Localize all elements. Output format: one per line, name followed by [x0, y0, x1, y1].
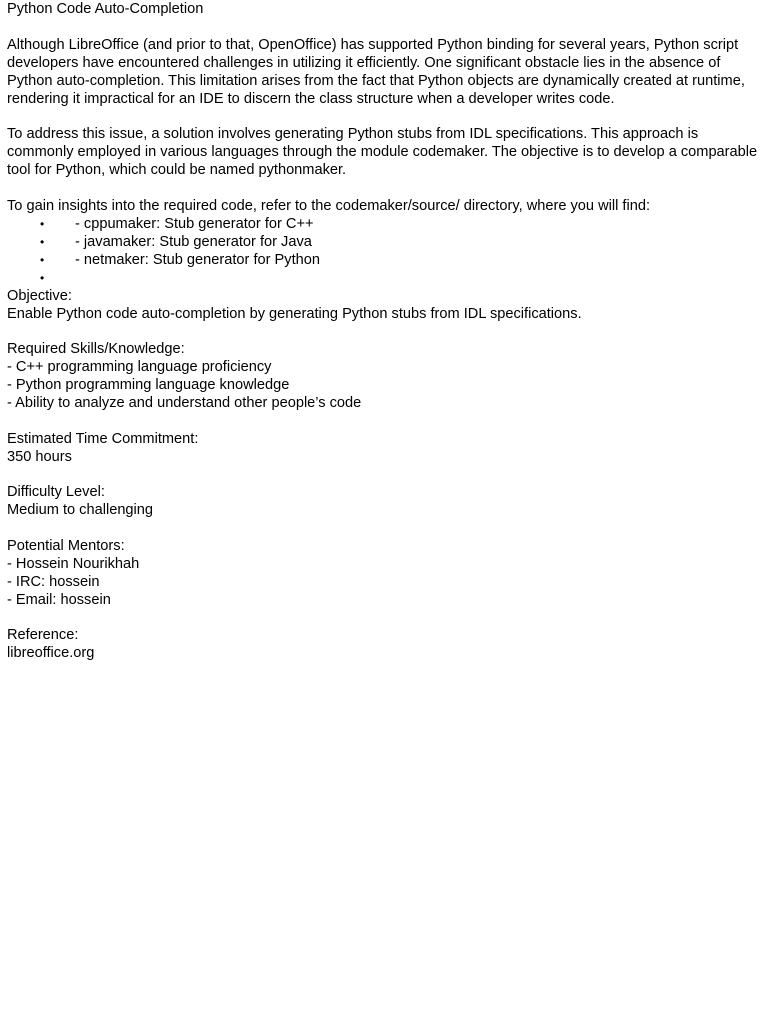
mentor-item: - Email: hossein [7, 591, 111, 608]
time-heading: Estimated Time Commitment: [7, 430, 199, 447]
document-body [7, 0, 763, 662]
list-item-text: - javamaker: Stub generator for Java [75, 233, 312, 250]
bullet-icon: • [40, 252, 45, 267]
time-value: 350 hours [7, 448, 72, 465]
bullet-icon: • [40, 216, 45, 231]
list-item-text: - cppumaker: Stub generator for C++ [75, 215, 314, 232]
mentors-heading: Potential Mentors: [7, 537, 125, 554]
objective-heading: Objective: [7, 287, 72, 304]
solution-paragraph: To address this issue, a solution involves generating Python stubs from IDL specifications. This approach is commonly employed in various languages through the module codemaker. The objective is to develop a comparable tool for Python, which could be named pythonmaker. [7, 126, 758, 178]
spacer [7, 323, 763, 341]
intro-paragraph: Although LibreOffice (and prior to that, OpenOffice) has supported Python binding for several years, Python script developers have encountered challenges in utilizing it efficiently. One significant obstacle lies in the absence of Python auto-completion. This limitation arises from the fact that Python objects are dynamically created at runtime, rendering it impractical for an IDE to discern the class structure when a developer writes code. [7, 36, 745, 107]
spacer [7, 412, 763, 430]
spacer [7, 519, 763, 537]
objective-text: Enable Python code auto-completion by generating Python stubs from IDL specifications. [7, 305, 582, 322]
spacer [7, 609, 763, 627]
reference-value: libreoffice.org [7, 645, 95, 661]
skill-item: - Ability to analyze and understand other people’s code [7, 395, 362, 411]
skills-heading: Required Skills/Knowledge: [7, 341, 185, 357]
bullet-icon: • [40, 270, 45, 285]
list-item [7, 251, 763, 269]
list-item-text: - netmaker: Stub generator for Python [75, 251, 320, 268]
spacer [7, 18, 763, 36]
insights-intro: To gain insights into the required code, refer to the codemaker/source/ directory, where you will find: [7, 197, 650, 214]
skill-item: - C++ programming language proficiency [7, 359, 272, 375]
mentor-item: - IRC: hossein [7, 573, 100, 590]
reference-heading: Reference: [7, 627, 79, 643]
list-item [7, 233, 763, 251]
bullet-icon: • [40, 234, 45, 249]
list-item [7, 269, 763, 287]
difficulty-heading: Difficulty Level: [7, 484, 105, 500]
difficulty-value: Medium to challenging [7, 502, 154, 518]
spacer [7, 466, 763, 484]
mentor-item: - Hossein Nourikhah [7, 555, 140, 572]
document-title: Python Code Auto-Completion [7, 1, 204, 17]
generator-list [7, 215, 763, 287]
skill-item: - Python programming language knowledge [7, 377, 290, 393]
list-item [7, 215, 763, 233]
